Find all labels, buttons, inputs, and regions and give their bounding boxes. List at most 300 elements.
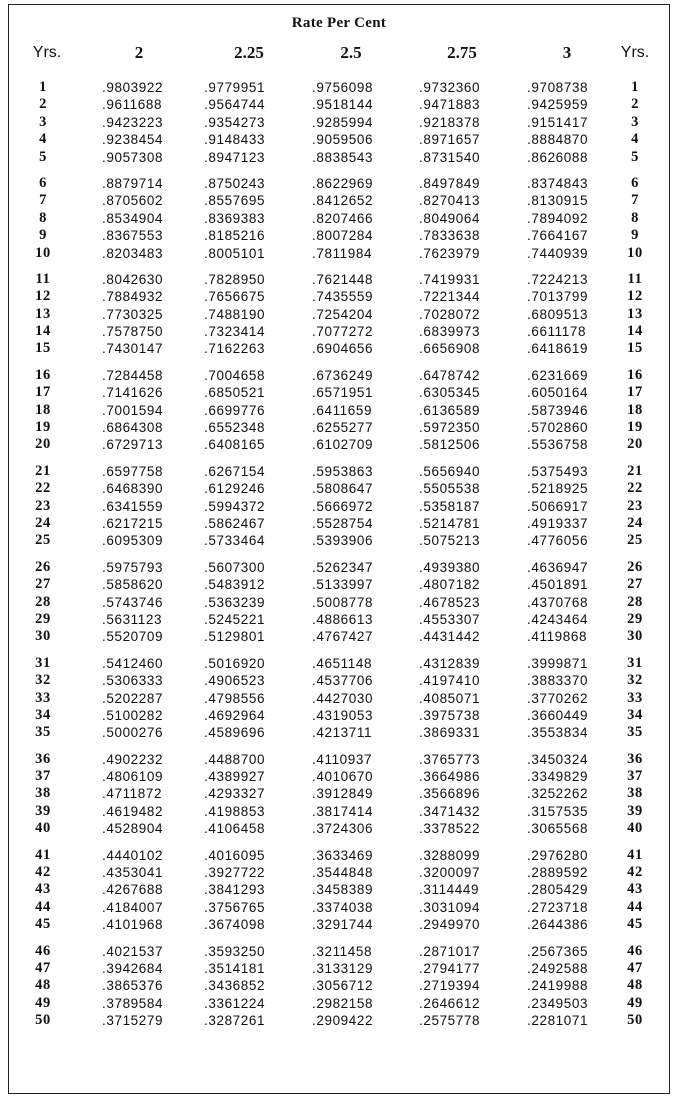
year-label-left: 10 bbox=[35, 244, 51, 261]
value-cell: .7828950 bbox=[204, 271, 266, 287]
value-cell: .5520709 bbox=[102, 629, 164, 645]
value-cell: .4919337 bbox=[527, 515, 589, 531]
value-cell: .7013799 bbox=[527, 289, 589, 305]
value-cell: .6408165 bbox=[204, 437, 266, 453]
row-group bbox=[9, 79, 669, 166]
value-cell: .9611688 bbox=[102, 97, 163, 113]
value-cell: .3660449 bbox=[527, 707, 589, 723]
value-cell: .2805429 bbox=[527, 882, 589, 898]
value-cell: .5000276 bbox=[102, 725, 164, 741]
value-cell: .7004658 bbox=[204, 367, 266, 383]
value-cell: .3724306 bbox=[312, 821, 374, 837]
year-label-left: 29 bbox=[35, 610, 51, 627]
value-cell: .4110937 bbox=[312, 751, 373, 767]
year-label-left: 35 bbox=[35, 724, 51, 741]
year-label-left: 16 bbox=[35, 366, 51, 383]
year-label-right: 16 bbox=[627, 366, 643, 383]
table-row bbox=[9, 498, 669, 515]
value-cell: .5100282 bbox=[102, 707, 164, 723]
year-label-right: 1 bbox=[631, 79, 639, 95]
table-row bbox=[9, 899, 669, 916]
year-label-right: 44 bbox=[627, 898, 643, 915]
value-cell: .9779951 bbox=[204, 80, 266, 95]
year-label-left: 20 bbox=[35, 436, 51, 453]
value-cell: .4798556 bbox=[204, 690, 266, 706]
value-cell: .4106458 bbox=[204, 821, 266, 837]
year-label-right: 4 bbox=[631, 131, 639, 148]
value-cell: .6411659 bbox=[312, 402, 373, 418]
value-cell: .3458389 bbox=[312, 882, 374, 898]
year-label-left: 2 bbox=[39, 96, 47, 113]
value-cell: .5075213 bbox=[419, 533, 481, 549]
table-row bbox=[9, 864, 669, 881]
rate-header: 2 bbox=[134, 43, 144, 62]
table-row bbox=[9, 847, 669, 864]
value-cell: .3942684 bbox=[102, 960, 164, 976]
value-cell: .9803922 bbox=[102, 80, 164, 95]
value-cell: .4021537 bbox=[102, 943, 164, 959]
value-cell: .3065568 bbox=[527, 821, 589, 837]
table-row bbox=[9, 463, 669, 480]
table-row bbox=[9, 559, 669, 576]
year-label-left: 17 bbox=[35, 384, 51, 401]
value-cell: .5375493 bbox=[527, 463, 589, 479]
year-label-right: 25 bbox=[627, 532, 643, 549]
value-cell: .4692964 bbox=[204, 707, 266, 723]
value-cell: .5607300 bbox=[204, 559, 266, 575]
value-cell: .3288099 bbox=[419, 847, 481, 863]
year-label-right: 36 bbox=[627, 750, 643, 767]
value-cell: .5702860 bbox=[527, 420, 589, 436]
year-label-left: 8 bbox=[39, 209, 47, 226]
rate-header: 2.75 bbox=[447, 43, 477, 62]
year-label-left: 3 bbox=[39, 113, 47, 130]
value-cell: .4776056 bbox=[527, 533, 589, 549]
value-cell: .9423223 bbox=[102, 114, 164, 130]
year-label-right: 14 bbox=[627, 323, 643, 340]
value-cell: .3927722 bbox=[204, 865, 266, 881]
table-row bbox=[9, 79, 669, 96]
year-label-right: 29 bbox=[627, 610, 643, 627]
value-cell: .6850521 bbox=[204, 385, 266, 401]
year-label-left: 11 bbox=[35, 270, 51, 287]
table-row bbox=[9, 131, 669, 148]
value-cell: .3865376 bbox=[102, 978, 164, 994]
value-cell: .4902232 bbox=[102, 751, 164, 767]
value-cell: .5812506 bbox=[419, 437, 481, 453]
value-cell: .9425959 bbox=[527, 97, 589, 113]
value-cell: .6699776 bbox=[204, 402, 266, 418]
value-cell: .9057308 bbox=[102, 149, 164, 165]
value-cell: .4197410 bbox=[419, 673, 481, 689]
value-cell: .7141626 bbox=[102, 385, 164, 401]
value-cell: .3361224 bbox=[204, 995, 266, 1011]
year-label-right: 32 bbox=[627, 672, 643, 689]
value-cell: .4016095 bbox=[204, 847, 266, 863]
value-cell: .8130915 bbox=[527, 193, 589, 209]
year-label-right: 33 bbox=[627, 689, 643, 706]
year-label-right: 13 bbox=[627, 305, 643, 322]
value-cell: .7221344 bbox=[419, 289, 481, 305]
value-cell: .3664986 bbox=[419, 769, 481, 785]
value-cell: .5873946 bbox=[527, 402, 589, 418]
value-cell: .9708738 bbox=[527, 80, 589, 95]
year-label-left: 47 bbox=[35, 959, 51, 976]
value-cell: .4589696 bbox=[204, 725, 266, 741]
year-label-right: 46 bbox=[627, 942, 643, 959]
value-cell: .9238454 bbox=[102, 132, 164, 148]
year-label-left: 18 bbox=[35, 401, 51, 418]
year-label-right: 47 bbox=[627, 959, 643, 976]
value-cell: .3999871 bbox=[527, 655, 589, 671]
year-label-right: 38 bbox=[627, 785, 643, 802]
value-cell: .4806109 bbox=[102, 769, 164, 785]
table-title: Rate Per Cent bbox=[291, 15, 387, 31]
value-cell: .8007284 bbox=[312, 228, 374, 244]
value-cell: .3817414 bbox=[312, 803, 374, 819]
year-label-left: 36 bbox=[35, 750, 51, 767]
row-group bbox=[9, 559, 669, 646]
rate-header: 3 bbox=[562, 43, 572, 62]
value-cell: .3349829 bbox=[527, 769, 589, 785]
year-label-left: 24 bbox=[35, 514, 51, 531]
value-cell: .9518144 bbox=[312, 97, 374, 113]
value-cell: .6656908 bbox=[419, 341, 481, 357]
year-label-left: 50 bbox=[35, 1012, 51, 1029]
value-cell: .4939380 bbox=[419, 559, 481, 575]
value-cell: .8374843 bbox=[527, 175, 589, 191]
table-row bbox=[9, 611, 669, 628]
year-label-right: 8 bbox=[631, 209, 639, 226]
value-cell: .4010670 bbox=[312, 769, 374, 785]
value-cell: .6839973 bbox=[419, 324, 481, 340]
value-cell: .7254204 bbox=[312, 306, 374, 322]
value-cell: .8005101 bbox=[204, 245, 266, 261]
value-cell: .4389927 bbox=[204, 769, 266, 785]
value-cell: .9564744 bbox=[204, 97, 266, 113]
value-cell: .8042630 bbox=[102, 271, 164, 287]
value-cell: .6341559 bbox=[102, 498, 164, 514]
table-row bbox=[9, 1012, 669, 1029]
value-cell: .6095309 bbox=[102, 533, 164, 549]
value-cell: .7833638 bbox=[419, 228, 481, 244]
year-label-right: 23 bbox=[627, 497, 643, 514]
year-label-right: 5 bbox=[631, 148, 639, 165]
value-cell: .6864308 bbox=[102, 420, 164, 436]
value-cell: .6129246 bbox=[204, 481, 266, 497]
value-cell: .4767427 bbox=[312, 629, 374, 645]
value-cell: .7578750 bbox=[102, 324, 164, 340]
year-label-left: 34 bbox=[35, 706, 51, 723]
value-cell: .4528904 bbox=[102, 821, 164, 837]
rate-header: 2.5 bbox=[340, 43, 362, 62]
year-label-left: 4 bbox=[39, 131, 47, 148]
value-cell: .6736249 bbox=[312, 367, 374, 383]
table-row bbox=[9, 96, 669, 113]
value-cell: .8879714 bbox=[102, 175, 164, 191]
value-cell: .2281071 bbox=[527, 1013, 589, 1029]
value-cell: .7430147 bbox=[102, 341, 164, 357]
value-cell: .7284458 bbox=[102, 367, 164, 383]
value-cell: .6597758 bbox=[102, 463, 164, 479]
year-label-right: 3 bbox=[631, 113, 639, 130]
value-cell: .3211458 bbox=[312, 943, 373, 959]
year-label-right: 17 bbox=[627, 384, 643, 401]
year-label-right: 30 bbox=[627, 628, 643, 645]
row-group bbox=[9, 655, 669, 742]
year-label-left: 28 bbox=[35, 593, 51, 610]
year-label-left: 26 bbox=[35, 558, 51, 575]
value-cell: .5862467 bbox=[204, 515, 266, 531]
value-cell: .6729713 bbox=[102, 437, 164, 453]
year-label-left: 48 bbox=[35, 977, 51, 994]
table-row bbox=[9, 271, 669, 288]
year-label-left: 14 bbox=[35, 323, 51, 340]
value-cell: .6050164 bbox=[527, 385, 589, 401]
table-row bbox=[9, 820, 669, 837]
value-cell: .3200097 bbox=[419, 865, 481, 881]
value-cell: .3436852 bbox=[204, 978, 266, 994]
value-cell: .5306333 bbox=[102, 673, 164, 689]
value-cell: .6255277 bbox=[312, 420, 374, 436]
value-cell: .2723718 bbox=[527, 899, 589, 915]
value-cell: .5066917 bbox=[527, 498, 589, 514]
table-row bbox=[9, 419, 669, 436]
value-cell: .4319053 bbox=[312, 707, 374, 723]
value-cell: .5129801 bbox=[204, 629, 266, 645]
value-cell: .5008778 bbox=[312, 594, 374, 610]
year-label-left: 38 bbox=[35, 785, 51, 802]
table-row bbox=[9, 192, 669, 209]
value-cell: .5133997 bbox=[312, 577, 374, 593]
value-cell: .7435559 bbox=[312, 289, 374, 305]
value-cell: .5972350 bbox=[419, 420, 481, 436]
value-cell: .4243464 bbox=[527, 611, 589, 627]
year-label-left: 41 bbox=[35, 846, 51, 863]
year-label-left: 42 bbox=[35, 864, 51, 881]
value-cell: .7894092 bbox=[527, 210, 589, 226]
value-cell: .3056712 bbox=[312, 978, 374, 994]
year-label-left: 19 bbox=[35, 419, 51, 436]
value-cell: .3544848 bbox=[312, 865, 374, 881]
value-cell: .4488700 bbox=[204, 751, 266, 767]
table-row bbox=[9, 227, 669, 244]
year-label-right: 15 bbox=[627, 340, 643, 357]
year-label-right: 34 bbox=[627, 706, 643, 723]
year-label-right: 19 bbox=[627, 419, 643, 436]
table-row bbox=[9, 306, 669, 323]
table-row bbox=[9, 751, 669, 768]
value-cell: .4085071 bbox=[419, 690, 481, 706]
value-cell: .7664167 bbox=[527, 228, 589, 244]
value-cell: .8626088 bbox=[527, 149, 589, 165]
value-cell: .2909422 bbox=[312, 1013, 374, 1029]
value-cell: .9218378 bbox=[419, 114, 481, 130]
value-cell: .4431442 bbox=[419, 629, 481, 645]
value-cell: .6478742 bbox=[419, 367, 481, 383]
table-row bbox=[9, 672, 669, 689]
year-label-right: 41 bbox=[627, 846, 643, 863]
value-cell: .7656675 bbox=[204, 289, 266, 305]
value-cell: .4119868 bbox=[527, 629, 588, 645]
value-cell: .3975738 bbox=[419, 707, 481, 723]
value-cell: .7323414 bbox=[204, 324, 266, 340]
value-cell: .3031094 bbox=[419, 899, 481, 915]
row-group bbox=[9, 367, 669, 454]
value-cell: .7440939 bbox=[527, 245, 589, 261]
value-cell: .3756765 bbox=[204, 899, 266, 915]
value-cell: .4807182 bbox=[419, 577, 481, 593]
value-cell: .8705602 bbox=[102, 193, 164, 209]
value-cell: .8049064 bbox=[419, 210, 481, 226]
table-row bbox=[9, 367, 669, 384]
year-label-right: 50 bbox=[627, 1012, 643, 1029]
value-cell: .5218925 bbox=[527, 481, 589, 497]
value-cell: .6809513 bbox=[527, 306, 589, 322]
table-row bbox=[9, 245, 669, 262]
year-label-left: 46 bbox=[35, 942, 51, 959]
value-cell: .4312839 bbox=[419, 655, 481, 671]
year-label-right: 31 bbox=[627, 654, 643, 671]
table-row bbox=[9, 724, 669, 741]
year-label-left: 44 bbox=[35, 898, 51, 915]
value-cell: .4906523 bbox=[204, 673, 266, 689]
table-row bbox=[9, 114, 669, 131]
value-cell: .3566896 bbox=[419, 786, 481, 802]
year-label-right: 42 bbox=[627, 864, 643, 881]
value-cell: .6552348 bbox=[204, 420, 266, 436]
table-row bbox=[9, 943, 669, 960]
table-row bbox=[9, 210, 669, 227]
value-cell: .7162263 bbox=[204, 341, 266, 357]
year-label-left: 15 bbox=[35, 340, 51, 357]
value-cell: .8838543 bbox=[312, 149, 374, 165]
value-cell: .5528754 bbox=[312, 515, 374, 531]
value-cell: .3674098 bbox=[204, 917, 266, 933]
value-cell: .8947123 bbox=[204, 149, 266, 165]
value-cell: .5733464 bbox=[204, 533, 266, 549]
value-cell: .3291744 bbox=[312, 917, 374, 933]
value-cell: .6136589 bbox=[419, 402, 481, 418]
year-label-left: 5 bbox=[39, 148, 47, 165]
value-cell: .9148433 bbox=[204, 132, 266, 148]
year-label-left: 49 bbox=[35, 994, 51, 1011]
value-cell: .6231669 bbox=[527, 367, 589, 383]
year-label-left: 30 bbox=[35, 628, 51, 645]
table-row bbox=[9, 785, 669, 802]
table-row bbox=[9, 340, 669, 357]
value-cell: .2871017 bbox=[419, 943, 481, 959]
table-body bbox=[9, 79, 669, 1039]
value-cell: .6468390 bbox=[102, 481, 164, 497]
value-cell: .5994372 bbox=[204, 498, 266, 514]
value-cell: .5245221 bbox=[204, 611, 266, 627]
year-label-right: 26 bbox=[627, 558, 643, 575]
value-cell: .4293327 bbox=[204, 786, 266, 802]
rate-header: 2.25 bbox=[234, 43, 264, 62]
year-label-right: 27 bbox=[627, 576, 643, 593]
value-cell: .2889592 bbox=[527, 865, 589, 881]
value-cell: .3770262 bbox=[527, 690, 589, 706]
value-cell: .9059506 bbox=[312, 132, 374, 148]
year-label-right: 21 bbox=[627, 462, 643, 479]
value-cell: .3252262 bbox=[527, 786, 589, 802]
year-label-left: 39 bbox=[35, 802, 51, 819]
value-cell: .5214781 bbox=[419, 515, 481, 531]
year-label-left: 43 bbox=[35, 881, 51, 898]
value-cell: .8884870 bbox=[527, 132, 589, 148]
year-label-left: 27 bbox=[35, 576, 51, 593]
row-group bbox=[9, 175, 669, 262]
value-cell: .4711872 bbox=[102, 786, 163, 802]
value-cell: .5363239 bbox=[204, 594, 266, 610]
value-cell: .2349503 bbox=[527, 995, 589, 1011]
value-cell: .2982158 bbox=[312, 995, 374, 1011]
value-cell: .4440102 bbox=[102, 847, 164, 863]
value-cell: .9151417 bbox=[527, 114, 589, 130]
table-row bbox=[9, 480, 669, 497]
table-row bbox=[9, 384, 669, 401]
value-cell: .4537706 bbox=[312, 673, 374, 689]
value-cell: .5412460 bbox=[102, 655, 164, 671]
value-cell: .7077272 bbox=[312, 324, 374, 340]
value-cell: .7730325 bbox=[102, 306, 164, 322]
table-row bbox=[9, 436, 669, 453]
value-cell: .2575778 bbox=[419, 1013, 481, 1029]
table-row bbox=[9, 532, 669, 549]
table-row bbox=[9, 960, 669, 977]
table-row bbox=[9, 690, 669, 707]
value-cell: .3883370 bbox=[527, 673, 589, 689]
value-cell: .4267688 bbox=[102, 882, 164, 898]
value-cell: .3789584 bbox=[102, 995, 164, 1011]
value-cell: .5808647 bbox=[312, 481, 374, 497]
year-label-left: 9 bbox=[39, 227, 47, 244]
value-cell: .8367553 bbox=[102, 228, 164, 244]
value-cell: .8622969 bbox=[312, 175, 374, 191]
table-row bbox=[9, 288, 669, 305]
row-group bbox=[9, 751, 669, 838]
year-label-right: 24 bbox=[627, 514, 643, 531]
value-cell: .9354273 bbox=[204, 114, 266, 130]
table-row bbox=[9, 803, 669, 820]
value-cell: .8185216 bbox=[204, 228, 266, 244]
table-row bbox=[9, 576, 669, 593]
year-label-right: 10 bbox=[627, 244, 643, 261]
value-cell: .3715279 bbox=[102, 1013, 164, 1029]
row-group bbox=[9, 463, 669, 550]
value-cell: .4370768 bbox=[527, 594, 589, 610]
table-row bbox=[9, 594, 669, 611]
value-cell: .8207466 bbox=[312, 210, 374, 226]
present-value-table bbox=[8, 4, 670, 1094]
value-cell: .3374038 bbox=[312, 899, 374, 915]
value-cell: .5393906 bbox=[312, 533, 374, 549]
value-cell: .4636947 bbox=[527, 559, 589, 575]
value-cell: .4353041 bbox=[102, 865, 164, 881]
row-group bbox=[9, 271, 669, 358]
table-row bbox=[9, 402, 669, 419]
value-cell: .6904656 bbox=[312, 341, 374, 357]
value-cell: .3553834 bbox=[527, 725, 589, 741]
value-cell: .4213711 bbox=[312, 725, 373, 741]
year-label-right: 12 bbox=[627, 288, 643, 305]
year-label-left: 32 bbox=[35, 672, 51, 689]
value-cell: .7623979 bbox=[419, 245, 481, 261]
value-cell: .5505538 bbox=[419, 481, 481, 497]
value-cell: .5975793 bbox=[102, 559, 164, 575]
year-label-right: 6 bbox=[631, 174, 639, 191]
